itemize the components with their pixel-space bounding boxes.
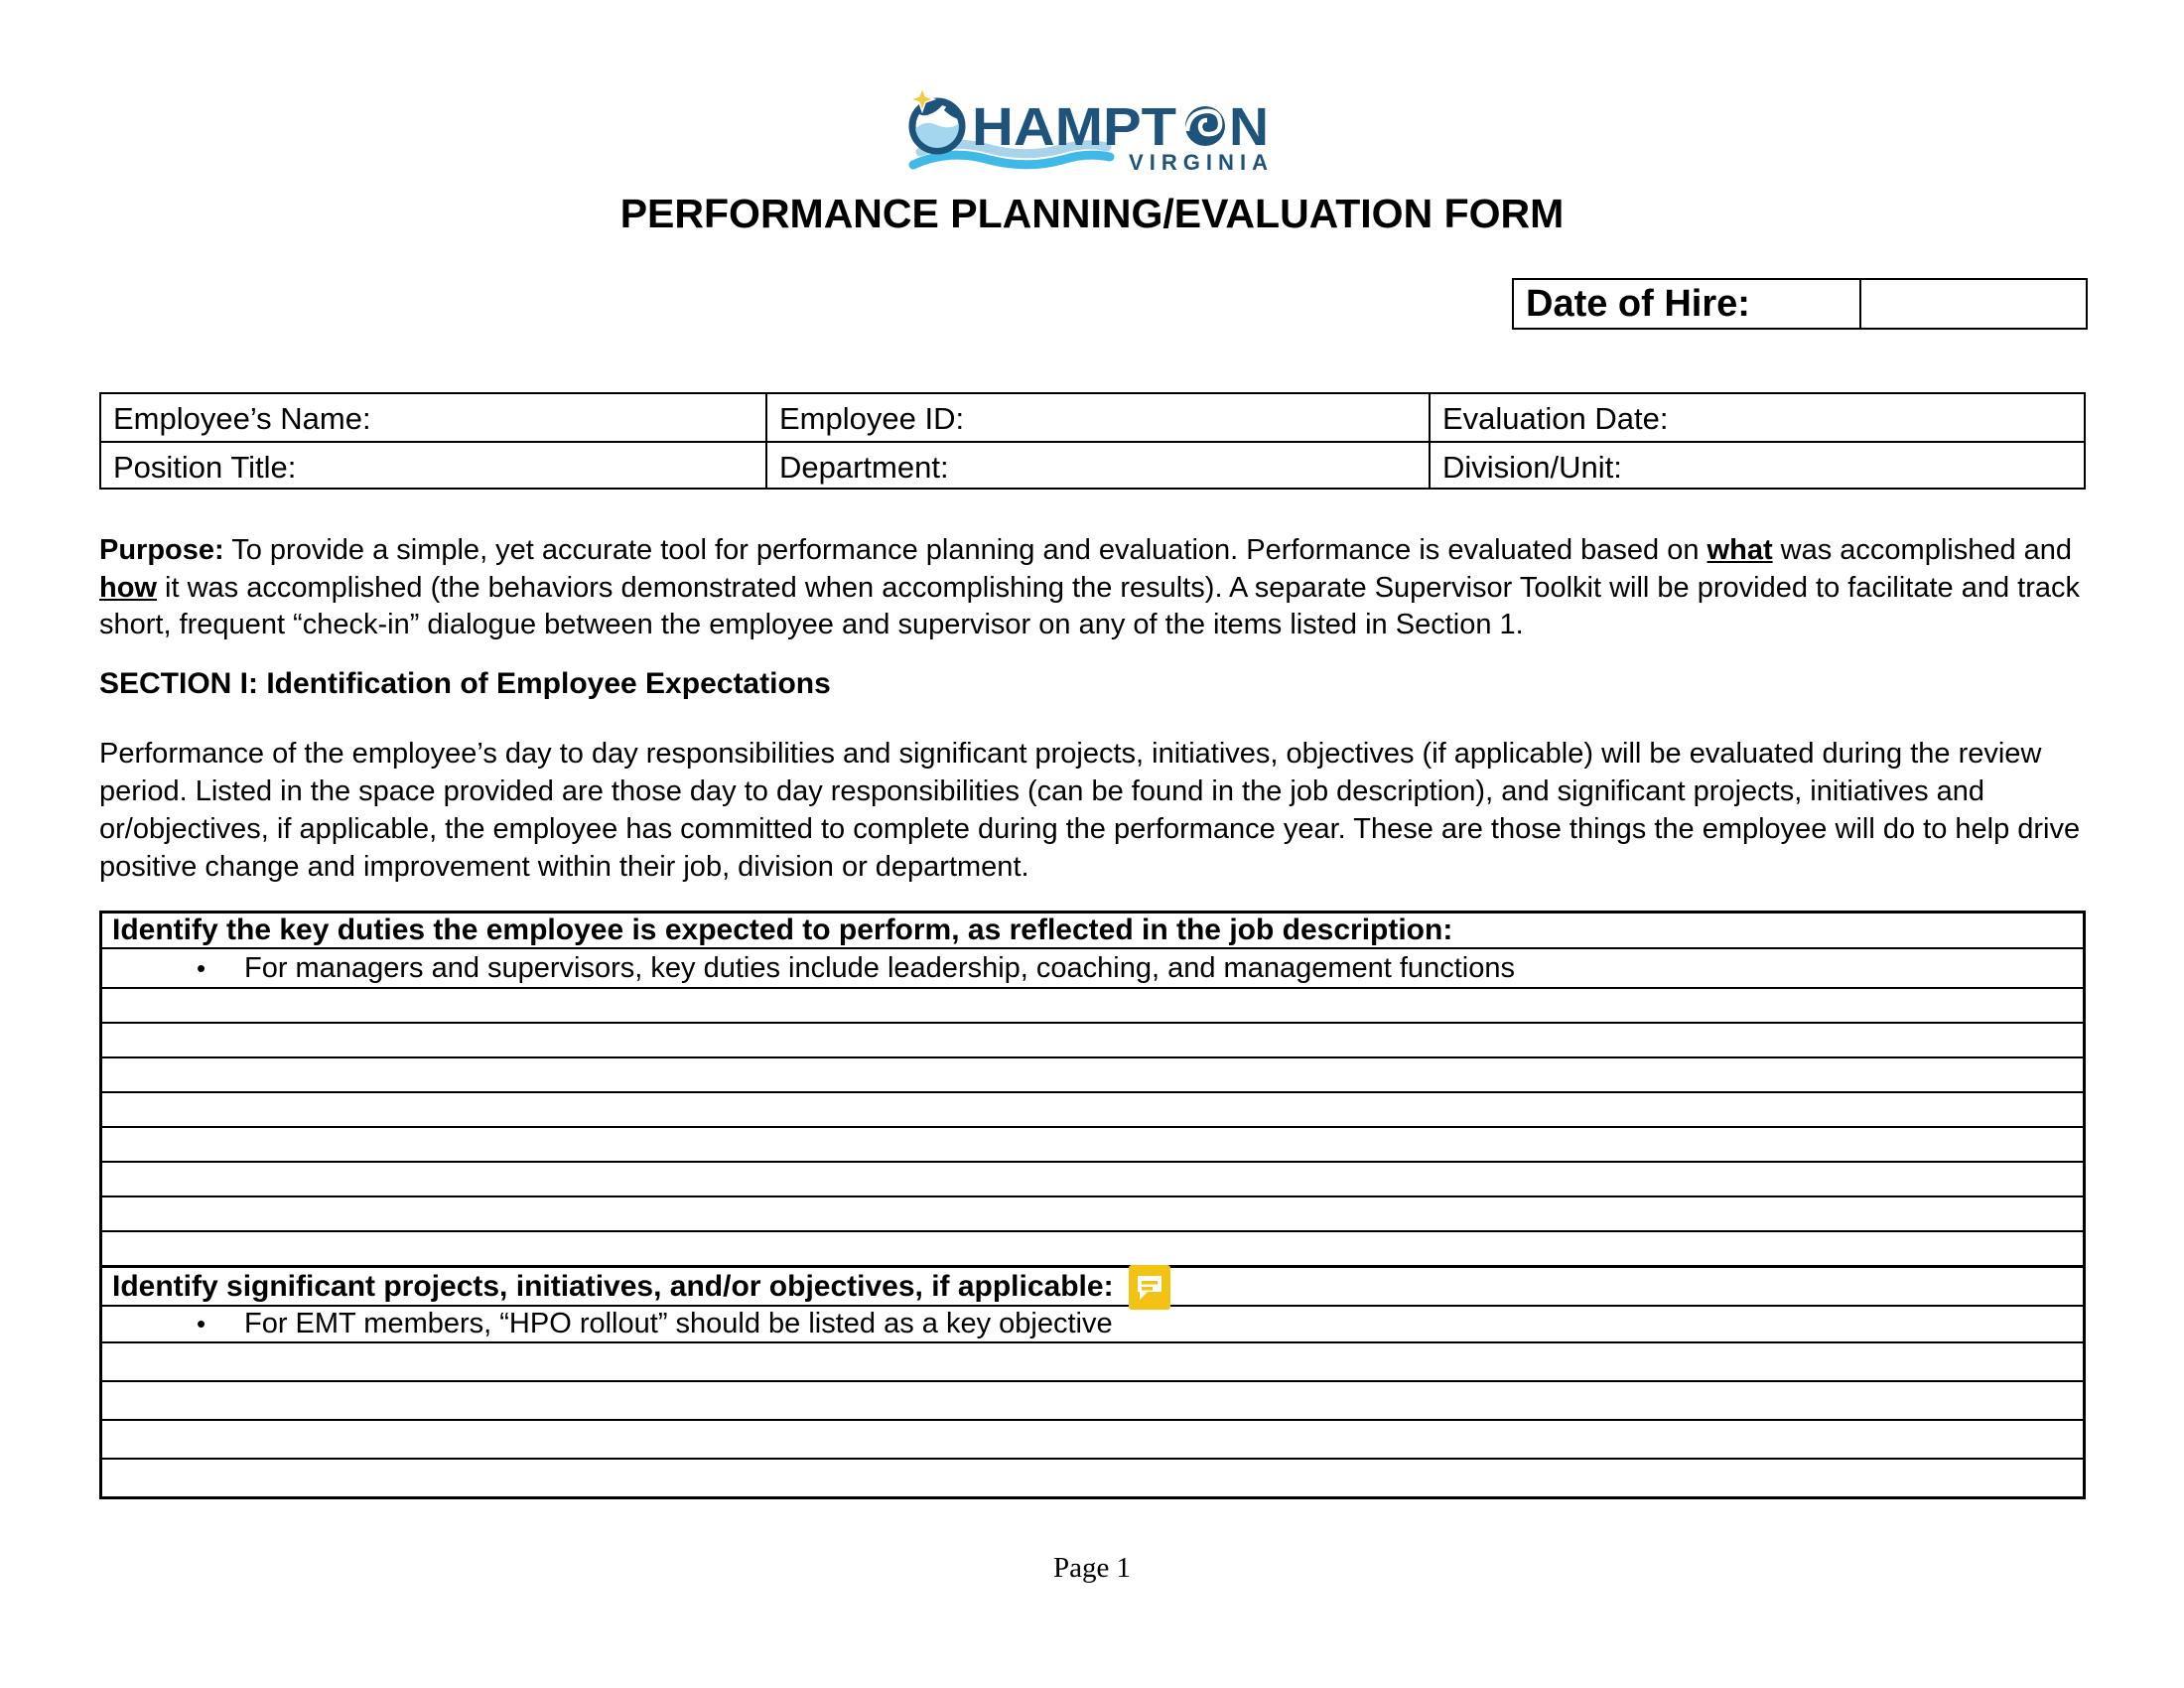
position-title-label: Position Title: bbox=[113, 450, 297, 485]
logo-text-hampt: HAMPT bbox=[972, 97, 1177, 157]
purpose-paragraph bbox=[99, 532, 2087, 644]
employee-info-table bbox=[99, 392, 2086, 490]
duties-blank-row[interactable] bbox=[102, 1022, 2083, 1056]
duties-blank-row[interactable] bbox=[102, 987, 2083, 1022]
bullet-icon: • bbox=[197, 1309, 206, 1338]
bullet-icon: • bbox=[197, 952, 206, 983]
division-unit-cell[interactable] bbox=[1431, 441, 2084, 488]
evaluation-date-label: Evaluation Date: bbox=[1442, 401, 1669, 436]
employee-id-label: Employee ID: bbox=[779, 401, 965, 436]
page-title: PERFORMANCE PLANNING/EVALUATION FORM bbox=[619, 191, 1565, 236]
duties-blank-row[interactable] bbox=[102, 1161, 2083, 1196]
date-of-hire-value[interactable] bbox=[1861, 280, 2086, 328]
employee-name-label: Employee’s Name: bbox=[113, 401, 371, 436]
purpose-emphasis-how: how bbox=[99, 571, 157, 604]
division-unit-label: Division/Unit: bbox=[1442, 450, 1622, 485]
page-number: Page 1 bbox=[1052, 1552, 1132, 1584]
projects-example-text: For EMT members, “HPO rollout” should be listed as a key objective bbox=[244, 1308, 1113, 1339]
duties-example-row bbox=[102, 947, 2083, 987]
projects-header-text: Identify significant projects, initiatives, and/or objectives, if applicable: bbox=[112, 1269, 1114, 1303]
duties-header-row bbox=[102, 914, 2083, 947]
projects-blank-row[interactable] bbox=[102, 1341, 2083, 1380]
evaluation-date-cell[interactable] bbox=[1431, 394, 2084, 441]
purpose-text-2: was accomplished and bbox=[1772, 534, 2073, 566]
purpose-label: Purpose: bbox=[99, 534, 224, 566]
employee-id-cell[interactable] bbox=[767, 394, 1431, 441]
date-of-hire-box bbox=[1512, 278, 2088, 330]
section1-heading: SECTION I: Identification of Employee Expectations bbox=[99, 667, 831, 700]
department-cell[interactable] bbox=[767, 441, 1431, 488]
projects-header-row bbox=[102, 1265, 2083, 1305]
purpose-text-3: it was accomplished (the behaviors demonstrated when accomplishing the results). A separate Supervisor Toolkit will be provided to facilitate and track short, frequent “check-in” dialogue between the employee and supervisor on any of the items listed in Section 1. bbox=[99, 571, 2081, 640]
date-of-hire-label: Date of Hire: bbox=[1514, 280, 1861, 328]
logo-wave-o bbox=[1185, 106, 1225, 146]
hampton-logo bbox=[906, 83, 1278, 185]
logo-globe-emblem bbox=[910, 87, 962, 151]
duties-blank-row[interactable] bbox=[102, 1230, 2083, 1265]
projects-blank-row[interactable] bbox=[102, 1419, 2083, 1458]
hampton-logo-graphic bbox=[906, 83, 1278, 185]
projects-example-row bbox=[102, 1305, 2083, 1341]
duties-blank-row[interactable] bbox=[102, 1056, 2083, 1091]
purpose-text-1: To provide a simple, yet accurate tool for performance planning and evaluation. Performance is evaluated based on bbox=[223, 534, 1707, 566]
duties-example-text: For managers and supervisors, key duties include leadership, coaching, and management functions bbox=[244, 951, 1515, 984]
purpose-emphasis-what: what bbox=[1706, 534, 1773, 566]
section1-intro-paragraph: Performance of the employee’s day to day responsibilities and significant projects, initiatives, objectives (if applicable) will be evaluated during the review period. Listed in the space provided are those day to day responsibilities (can be found in the job description), and significant projects, initiatives and or/objectives, if applicable, the employee has committed to complete during the performance year. These are those things the employee will do to help drive positive change and improvement within their job, division or department. bbox=[99, 738, 2081, 883]
duties-header-text: Identify the key duties the employee is expected to perform, as reflected in the job description: bbox=[112, 914, 1453, 946]
duties-blank-row[interactable] bbox=[102, 1091, 2083, 1126]
employee-name-cell[interactable] bbox=[101, 394, 767, 441]
duties-blank-row[interactable] bbox=[102, 1196, 2083, 1230]
logo-subtitle: VIRGINIA bbox=[1129, 150, 1274, 175]
logo-text-n: N bbox=[1229, 97, 1269, 157]
position-title-cell[interactable] bbox=[101, 441, 767, 488]
projects-blank-row[interactable] bbox=[102, 1458, 2083, 1496]
projects-blank-row[interactable] bbox=[102, 1380, 2083, 1419]
comment-icon[interactable] bbox=[1128, 1264, 1171, 1312]
department-label: Department: bbox=[779, 450, 949, 485]
duties-blank-row[interactable] bbox=[102, 1126, 2083, 1161]
expectations-table bbox=[99, 911, 2086, 1499]
